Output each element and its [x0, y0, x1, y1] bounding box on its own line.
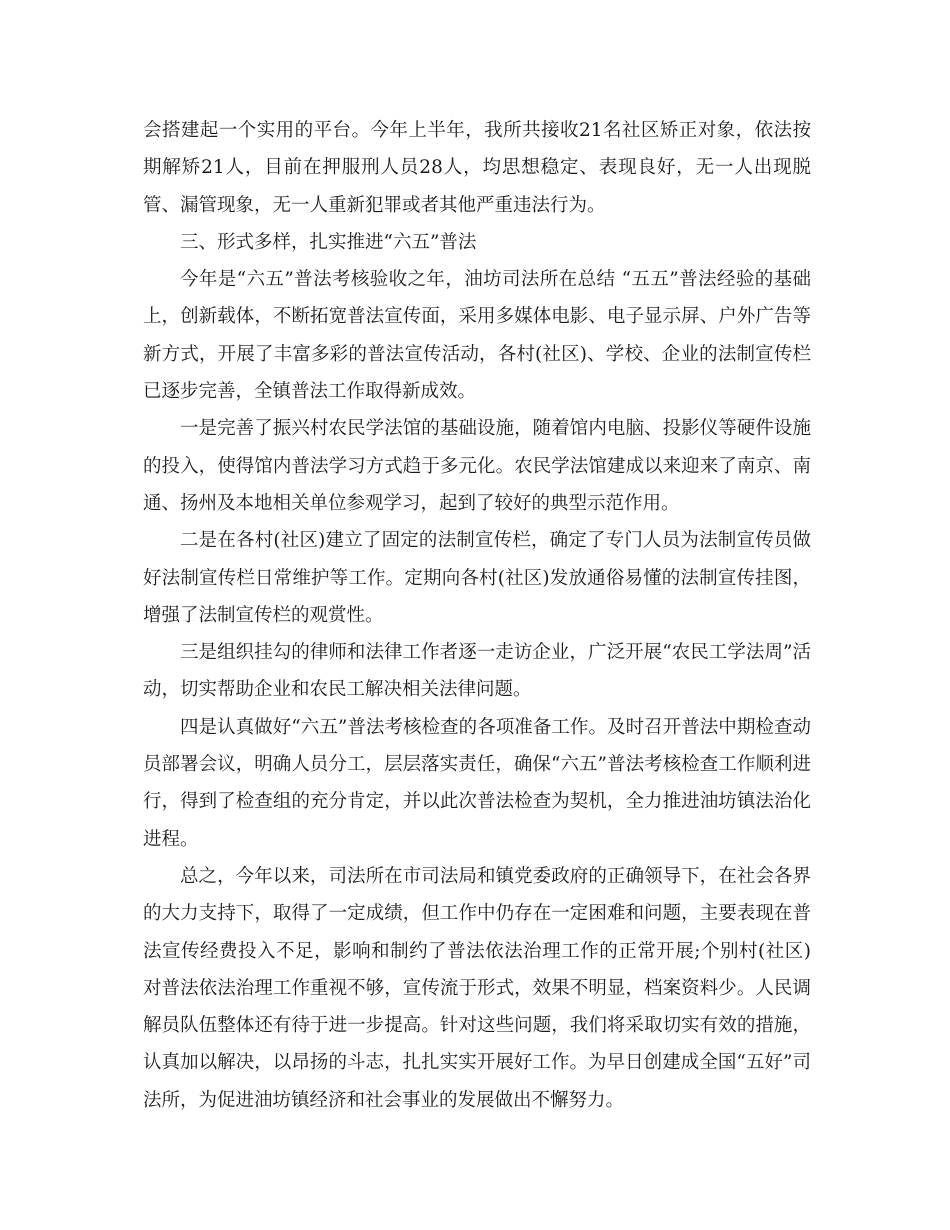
paragraph-publicity-boards: 二是在各村(社区)建立了固定的法制宣传栏，确定了专门人员为法制宣传员做好法制宣传栏日常维护等工作。定期向各村(社区)发放通俗易懂的法制宣传挂图，增强了法制宣传栏的观赏性。 — [143, 530, 811, 626]
document-body — [143, 112, 811, 1119]
paragraph-inspection-preparation: 四是认真做好“六五”普法考核检查的各项准备工作。及时召开普法中期检查动员部署会议，明确人员分工，层层落实责任，确保“六五”普法考核检查工作顺利进行，得到了检查组的充分肯定，并以此次普法检查为契机，全力推进油坊镇法治化进程。 — [143, 716, 811, 850]
paragraph-farmer-law-hall: 一是完善了振兴村农民学法馆的基础设施，随着馆内电脑、投影仪等硬件设施的投入，使得馆内普法学习方式趋于多元化。农民学法馆建成以来迎来了南京、南通、扬州及本地相关单位参观学习，起到了较好的典型示范作用。 — [143, 418, 811, 514]
paragraph-community-correction: 会搭建起一个实用的平台。今年上半年，我所共接收21名社区矫正对象，依法按期解矫21人，目前在押服刑人员28人，均思想稳定、表现良好，无一人出现脱管、漏管现象，无一人重新犯罪或者其他严重违法行为。 — [143, 120, 811, 216]
paragraph-summary: 总之，今年以来，司法所在市司法局和镇党委政府的正确领导下，在社会各界的大力支持下，取得了一定成绩，但工作中仍存在一定困难和问题，主要表现在普法宣传经费投入不足，影响和制约了普法依法治理工作的正常开展;个别村(社区)对普法依法治理工作重视不够，宣传流于形式，效果不明显，档案资料少。人民调解员队伍整体还有待于进一步提高。针对这些问题，我们将采取切实有效的措施，认真加以解决，以昂扬的斗志，扎扎实实开展好工作。为早日创建成全国“五好”司法所，为促进油坊镇经济和社会事业的发展做出不懈努力。 — [143, 865, 811, 1111]
paragraph-sixth-five-year-plan: 今年是“六五”普法考核验收之年，油坊司法所在总结 “五五”普法经验的基础上，创新载体，不断拓宽普法宣传面，采用多媒体电影、电子显示屏、户外广告等新方式，开展了丰富多彩的普法宣传活动，各村(社区)、学校、企业的法制宣传栏已逐步完善，全镇普法工作取得新成效。 — [143, 269, 811, 403]
section-heading-legal-education: 三、形式多样，扎实推进“六五”普法 — [180, 231, 477, 253]
paragraph-lawyer-visits: 三是组织挂勾的律师和法律工作者逐一走访企业，广泛开展“农民工学法周”活动，切实帮助企业和农民工解决相关法律问题。 — [143, 642, 811, 701]
